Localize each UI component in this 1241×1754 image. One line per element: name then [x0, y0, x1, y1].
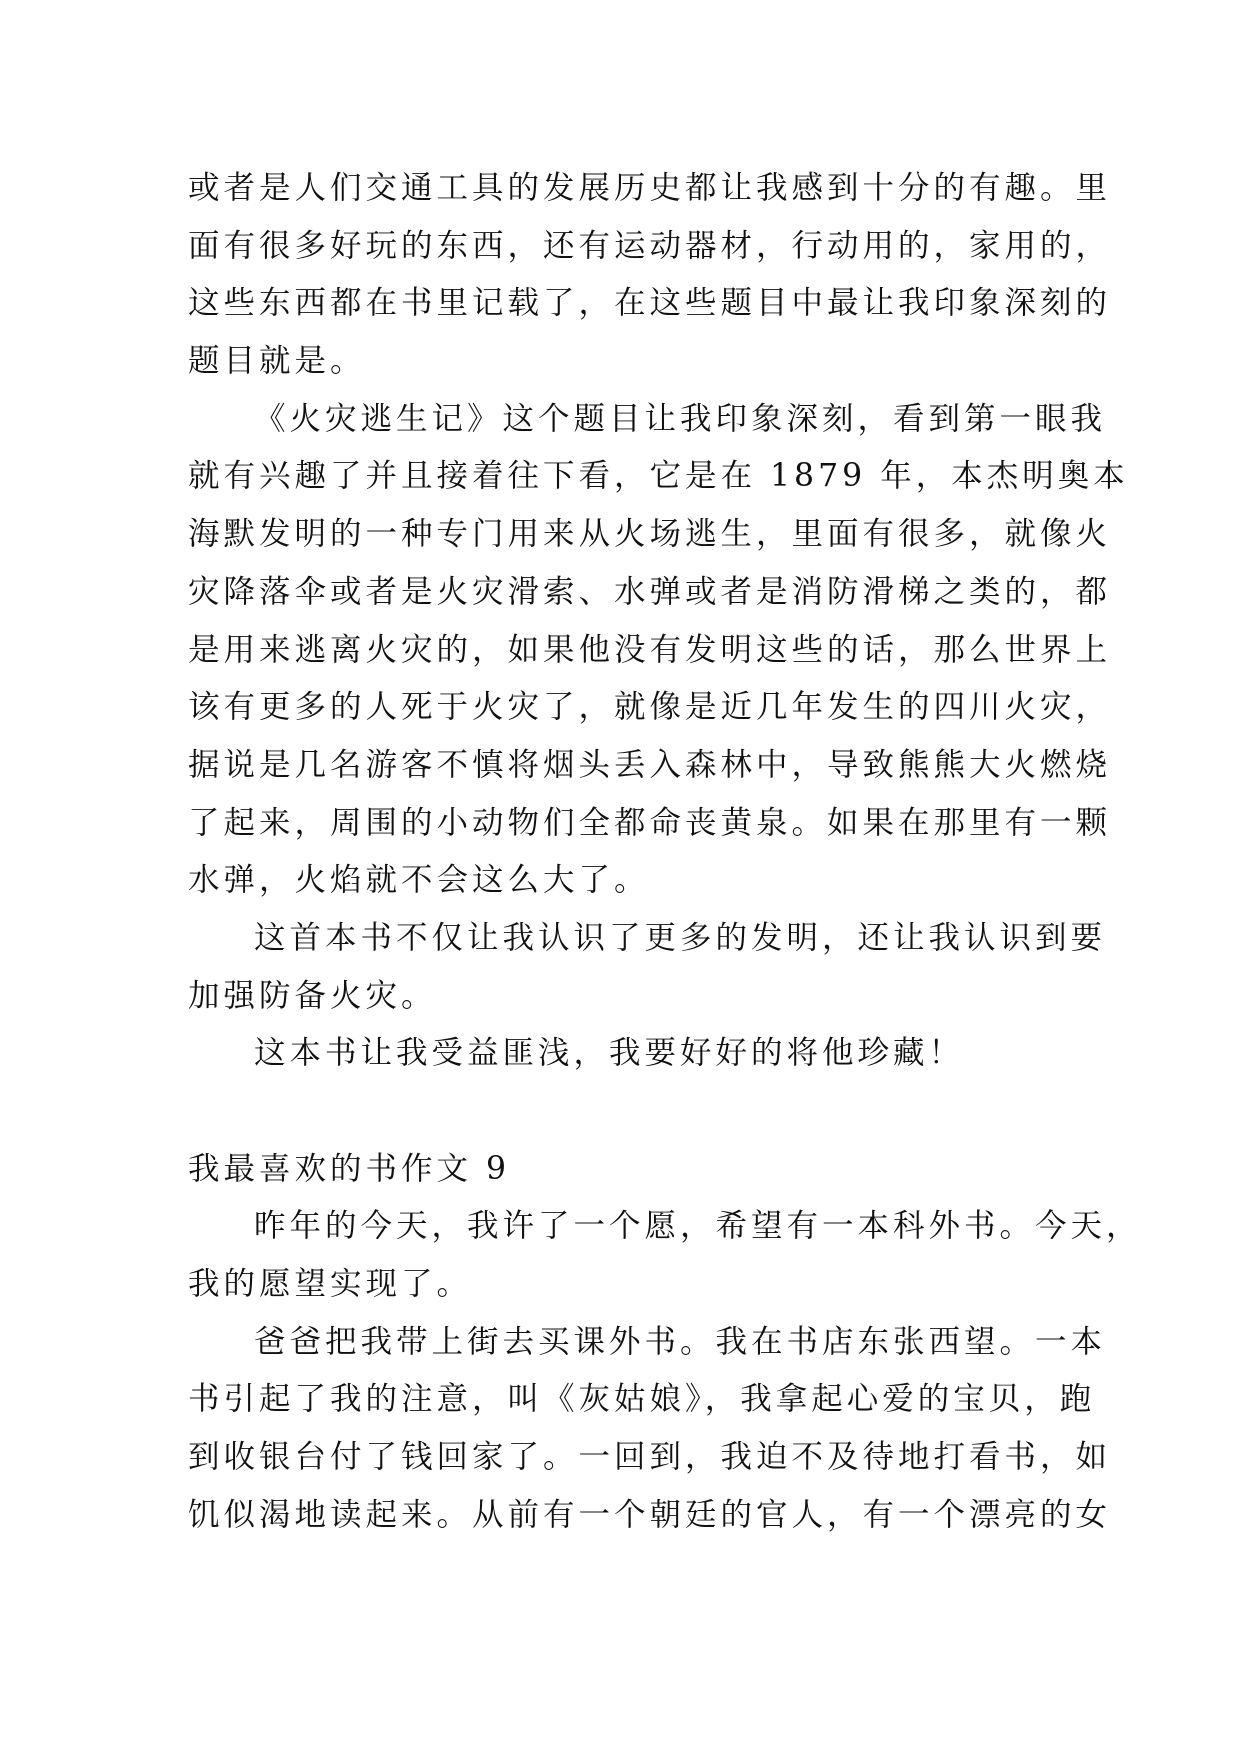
- text-line: 书引起了我的注意，叫《灰姑娘》，我拿起心爱的宝贝，跑: [188, 1381, 1096, 1418]
- text-line: 《火灾逃生记》这个题目让我印象深刻，看到第一眼我: [254, 400, 1107, 437]
- text-line: 面有很多好玩的东西，还有运动器材，行动用的，家用的，: [188, 227, 1112, 264]
- text-line: 加强防备火灾。: [188, 977, 437, 1014]
- text-line: 到收银台付了钱回家了。一回到，我迫不及待地打看书，如: [188, 1439, 1112, 1476]
- text-line: 灾降落伞或者是火灾滑索、水弹或者是消防滑梯之类的，都: [188, 573, 1112, 610]
- paragraph-bookstore: [188, 1314, 1112, 1545]
- text-line: 爸爸把我带上街去买课外书。我在书店东张西望。一本: [254, 1323, 1107, 1360]
- paragraph-wish: [188, 1198, 1142, 1313]
- text-line: 题目就是。: [188, 343, 366, 380]
- text-line: 这些东西都在书里记载了，在这些题目中最让我印象深刻的: [188, 285, 1112, 322]
- text-line: 该有更多的人死于火灾了，就像是近几年发生的四川火灾，: [188, 689, 1112, 726]
- text-line: 据说是几名游客不慎将烟头丢入森林中，导致熊熊大火燃烧: [188, 746, 1112, 783]
- text-line: 或者是人们交通工具的发展历史都让我感到十分的有趣。里: [188, 170, 1112, 206]
- text-line: 就有兴趣了并且接着往下看，它是在 1879 年，本杰明奥本: [188, 458, 1129, 495]
- text-line: 昨年的今天，我许了一个愿，希望有一本科外书。今天，: [254, 1208, 1142, 1245]
- paragraph-continued: [188, 160, 1112, 391]
- heading-text: 我最喜欢的书作文 9: [188, 1150, 511, 1187]
- text-line: 饥似渴地读起来。从前有一个朝廷的官人，有一个漂亮的女: [188, 1496, 1112, 1533]
- text-line: 这本书让我受益匪浅，我要好好的将他珍藏！: [254, 1035, 965, 1072]
- text-line: 了起来，周围的小动物们全都命丧黄泉。如果在那里有一颗: [188, 804, 1112, 841]
- text-line: 海默发明的一种专门用来从火场逃生，里面有很多，就像火: [188, 516, 1112, 553]
- text-line: 这首本书不仅让我认识了更多的发明，还让我认识到要: [254, 919, 1107, 956]
- text-line: 是用来逃离火灾的，如果他没有发明这些的话，那么世界上: [188, 631, 1112, 668]
- paragraph-lesson: [188, 910, 1107, 1025]
- paragraph-treasure: [188, 1025, 1058, 1083]
- paragraph-fire-escape: [188, 391, 1129, 910]
- essay-heading: [188, 1141, 1058, 1199]
- section-gap: [188, 1083, 1058, 1141]
- text-line: 我的愿望实现了。: [188, 1266, 473, 1303]
- document-body: [188, 160, 1142, 1545]
- text-line: 水弹，火焰就不会这么大了。: [188, 862, 650, 899]
